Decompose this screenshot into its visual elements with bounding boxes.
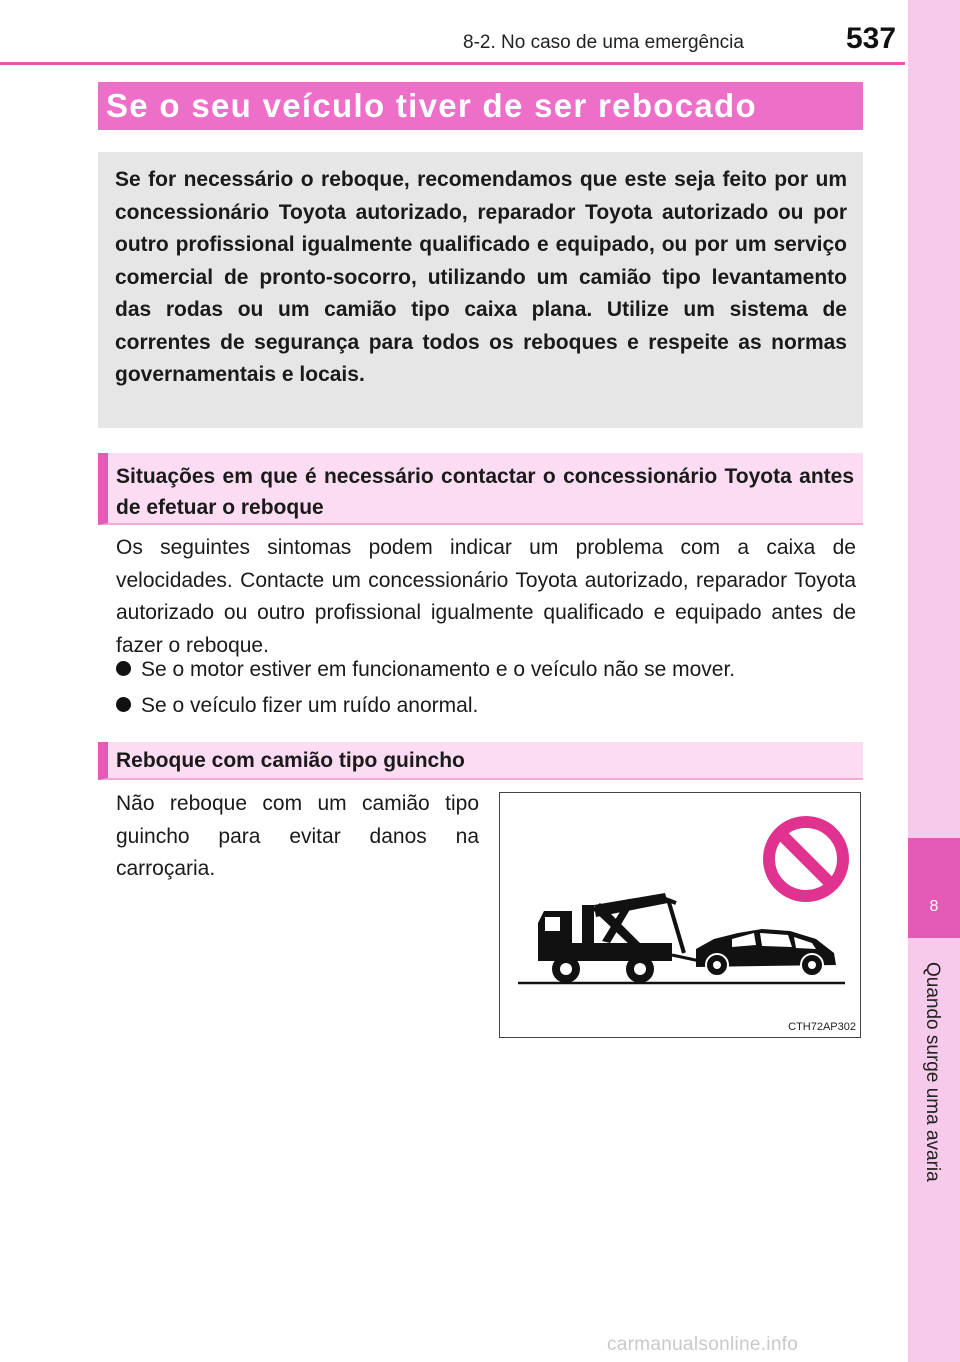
section-header: 8-2. No caso de uma emergência — [463, 32, 744, 53]
page-number: 537 — [846, 22, 897, 55]
tow-truck-drawing — [500, 793, 862, 1039]
prohibition-icon — [769, 822, 843, 896]
list-item — [116, 658, 735, 682]
chapter-number-tab[interactable] — [908, 838, 960, 938]
illustration-code: CTH72AP302 — [788, 1021, 856, 1033]
list-item-text: Se o motor estiver em funcionamento e o veículo não se mover. — [141, 658, 736, 681]
footer-watermark[interactable]: carmanualsonline.info — [607, 1334, 799, 1355]
chapter-title: Quando surge uma avaria — [922, 962, 943, 1182]
header-rule — [0, 62, 905, 65]
subheading-text: Reboque com camião tipo guincho — [116, 749, 465, 772]
list-item — [116, 694, 478, 718]
subheading-text: Situações em que é necessário contactar o concessionário Toyota antes de efetuar o reboque — [116, 465, 854, 519]
chapter-number: 8 — [929, 898, 939, 915]
dealer-situations-text: Os seguintes sintomas podem indicar um problema com a caixa de velocidades. Contacte um concessionário Toyota autorizado, reparador Toyota autorizado ou outro profissional igualmente qualificado e equipado antes de fazer o reboque. — [116, 536, 856, 657]
intro-text: Se for necessário o reboque, recomendamos que este seja feito por um concessionário Toyota autorizado, reparador Toyota autorizado ou por outro profissional igualmente qualificado e equipado, ou por um serviço comercial de pronto-socorro, utilizando um camião tipo levantamento das rodas ou um camião tipo caixa plana. Utilize um sistema de correntes de segurança para todos os reboques e respeite as normas governamentais e locais. — [115, 168, 847, 386]
subheading-dealer-situations — [98, 453, 863, 525]
page-title: Se o seu veículo tiver de ser rebocado — [106, 87, 757, 124]
tow-truck-illustration — [499, 792, 861, 1038]
bullet-icon — [116, 661, 131, 676]
list-item-text: Se o veículo fizer um ruído anormal. — [141, 694, 479, 717]
intro-box — [98, 152, 863, 428]
tow-truck-icon — [538, 893, 700, 983]
bullet-icon — [116, 697, 131, 712]
subheading-tow-truck — [98, 742, 863, 780]
tow-truck-text: Não reboque com um camião tipo guincho para evitar danos na carroçaria. — [116, 792, 479, 880]
towed-car-icon — [696, 929, 836, 976]
page-title-bar — [98, 82, 863, 130]
